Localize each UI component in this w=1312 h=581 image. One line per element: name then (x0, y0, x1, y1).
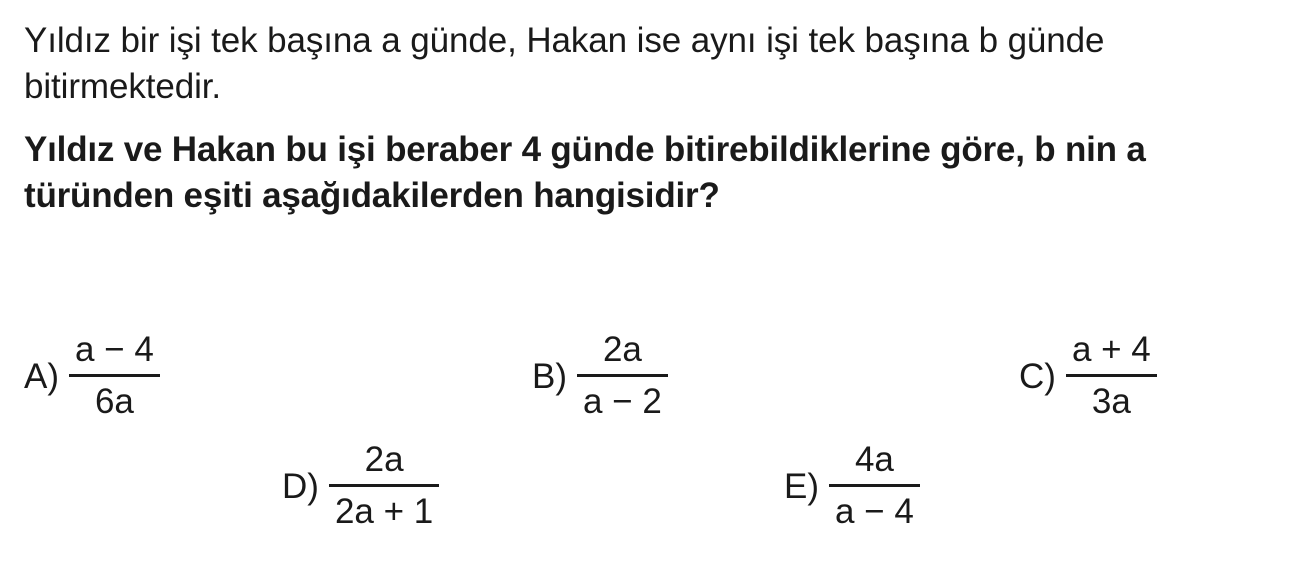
option-e-denominator: a − 4 (835, 492, 914, 531)
option-d-numerator: 2a (364, 440, 404, 479)
option-b-denominator: a − 2 (583, 382, 662, 421)
option-c-denominator: 3a (1091, 382, 1131, 421)
question-prompt: Yıldız ve Hakan bu işi beraber 4 günde bitirebildiklerine göre, b nin a türünden eşiti aşağıdakilerden hangisidir? (24, 130, 1146, 215)
fraction-bar (1066, 374, 1157, 377)
option-a[interactable] (24, 332, 160, 419)
option-a-numerator: a − 4 (75, 330, 154, 369)
option-b[interactable] (532, 332, 668, 419)
fraction-bar (329, 484, 439, 487)
option-c-fraction (1066, 332, 1157, 419)
option-c-letter: C) (1019, 357, 1056, 396)
option-e-letter: E) (784, 467, 819, 506)
option-c-numerator: a + 4 (1071, 330, 1151, 369)
option-d-fraction (329, 442, 439, 529)
answer-options-row-1 (24, 322, 1288, 442)
option-d-denominator: 2a + 1 (334, 492, 434, 531)
fraction-bar (577, 374, 668, 377)
option-b-letter: B) (532, 357, 567, 396)
option-b-fraction (577, 332, 668, 419)
option-e-fraction (829, 442, 920, 529)
fraction-bar (829, 484, 920, 487)
question-stem: Yıldız bir işi tek başına a günde, Hakan ise aynı işi tek başına b günde bitirmektedir. (24, 21, 1105, 106)
option-d-letter: D) (282, 467, 319, 506)
fraction-bar (69, 374, 160, 377)
option-a-fraction (69, 332, 160, 419)
option-b-numerator: 2a (602, 330, 642, 369)
option-e-numerator: 4a (854, 440, 894, 479)
option-e[interactable] (784, 442, 920, 529)
option-a-denominator: 6a (94, 382, 134, 421)
option-a-letter: A) (24, 357, 59, 396)
option-c[interactable] (1019, 332, 1157, 419)
option-d[interactable] (282, 442, 439, 529)
answer-options (24, 322, 1288, 562)
answer-options-row-2 (24, 442, 1288, 562)
